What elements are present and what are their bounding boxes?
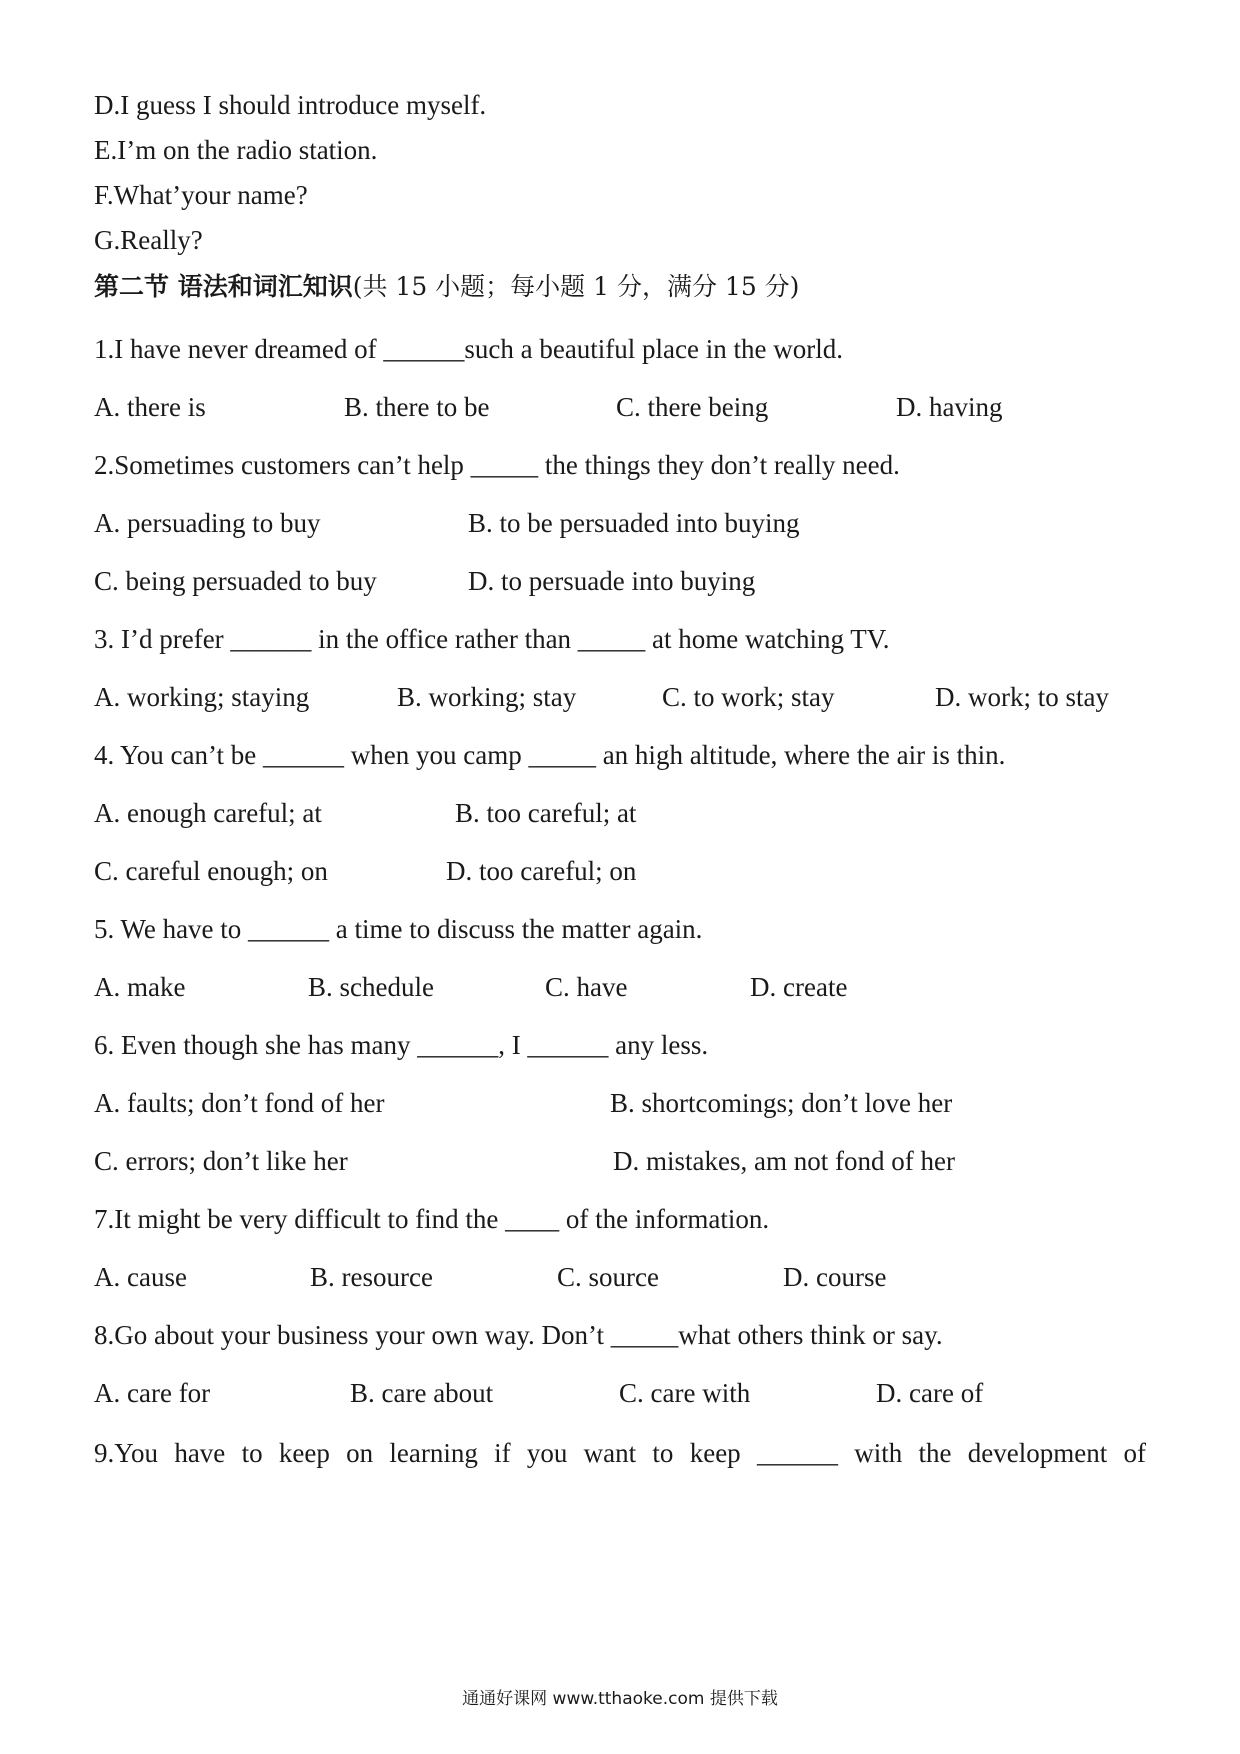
- question-4-option-d: D. too careful; on: [446, 856, 637, 886]
- question-2-option-c: C. being persuaded to buy: [94, 566, 377, 596]
- question-2-stem: 2.Sometimes customers can’t help _____ the things they don’t really need.: [94, 450, 900, 480]
- question-3-option-d: D. work; to stay: [935, 682, 1109, 712]
- question-2-option-a: A. persuading to buy: [94, 508, 321, 538]
- question-4-stem: 4. You can’t be ______ when you camp _____ an high altitude, where the air is thin.: [94, 740, 1006, 770]
- question-1-option-b: B. there to be: [344, 392, 490, 422]
- question-7-option-c: C. source: [557, 1262, 659, 1292]
- question-2-option-b: B. to be persuaded into buying: [468, 508, 800, 538]
- section-title: 第二节 语法和词汇知识: [94, 272, 353, 301]
- question-3-option-a: A. working; staying: [94, 682, 310, 712]
- question-7-option-a: A. cause: [94, 1262, 187, 1292]
- prev-option-d: D.I guess I should introduce myself.: [94, 90, 487, 120]
- question-3-option-c: C. to work; stay: [662, 682, 835, 712]
- question-7-option-d: D. course: [783, 1262, 887, 1292]
- question-7-option-b: B. resource: [310, 1262, 433, 1292]
- question-1-option-a: A. there is: [94, 392, 206, 422]
- question-3-option-b: B. working; stay: [397, 682, 577, 712]
- question-4-option-a: A. enough careful; at: [94, 798, 322, 828]
- question-6-option-b: B. shortcomings; don’t love her: [610, 1088, 953, 1118]
- question-8-option-d: D. care of: [876, 1378, 984, 1408]
- question-4-option-b: B. too careful; at: [455, 798, 637, 828]
- prev-option-e: E.I’m on the radio station.: [94, 135, 378, 165]
- question-5-stem: 5. We have to ______ a time to discuss the matter again.: [94, 914, 703, 944]
- question-6-option-a: A. faults; don’t fond of her: [94, 1088, 385, 1118]
- question-5-option-d: D. create: [750, 972, 848, 1002]
- question-1-option-c: C. there being: [616, 392, 769, 422]
- question-6-option-d: D. mistakes, am not fond of her: [613, 1146, 955, 1176]
- question-5-option-b: B. schedule: [308, 972, 434, 1002]
- page-footer: 通通好课网 www.tthaoke.com 提供下载: [462, 1689, 778, 1709]
- question-5-option-c: C. have: [545, 972, 628, 1002]
- question-2-option-d: D. to persuade into buying: [468, 566, 756, 596]
- section-info: (共 15 小题；每小题 1 分，满分 15 分): [352, 272, 800, 301]
- question-6-option-c: C. errors; don’t like her: [94, 1146, 348, 1176]
- question-8-option-a: A. care for: [94, 1378, 211, 1408]
- prev-option-f: F.What’your name?: [94, 180, 308, 210]
- question-8-option-b: B. care about: [350, 1378, 494, 1408]
- question-3-stem: 3. I’d prefer ______ in the office rather than _____ at home watching TV.: [94, 624, 890, 654]
- question-6-stem: 6. Even though she has many ______, I ______ any less.: [94, 1030, 709, 1060]
- question-4-option-c: C. careful enough; on: [94, 856, 328, 886]
- section-heading: [94, 269, 799, 304]
- question-1-option-d: D. having: [896, 392, 1003, 422]
- question-7-stem: 7.It might be very difficult to find the ____ of the information.: [94, 1204, 770, 1234]
- question-9-stem: 9.You have to keep on learning if you want to keep ______ with the development of: [94, 1438, 1146, 1468]
- prev-option-g: G.Really?: [94, 225, 203, 255]
- question-1-stem: 1.I have never dreamed of ______such a beautiful place in the world.: [94, 334, 843, 364]
- question-5-option-a: A. make: [94, 972, 186, 1002]
- question-8-stem: 8.Go about your business your own way. Don’t _____what others think or say.: [94, 1320, 943, 1350]
- question-8-option-c: C. care with: [619, 1378, 751, 1408]
